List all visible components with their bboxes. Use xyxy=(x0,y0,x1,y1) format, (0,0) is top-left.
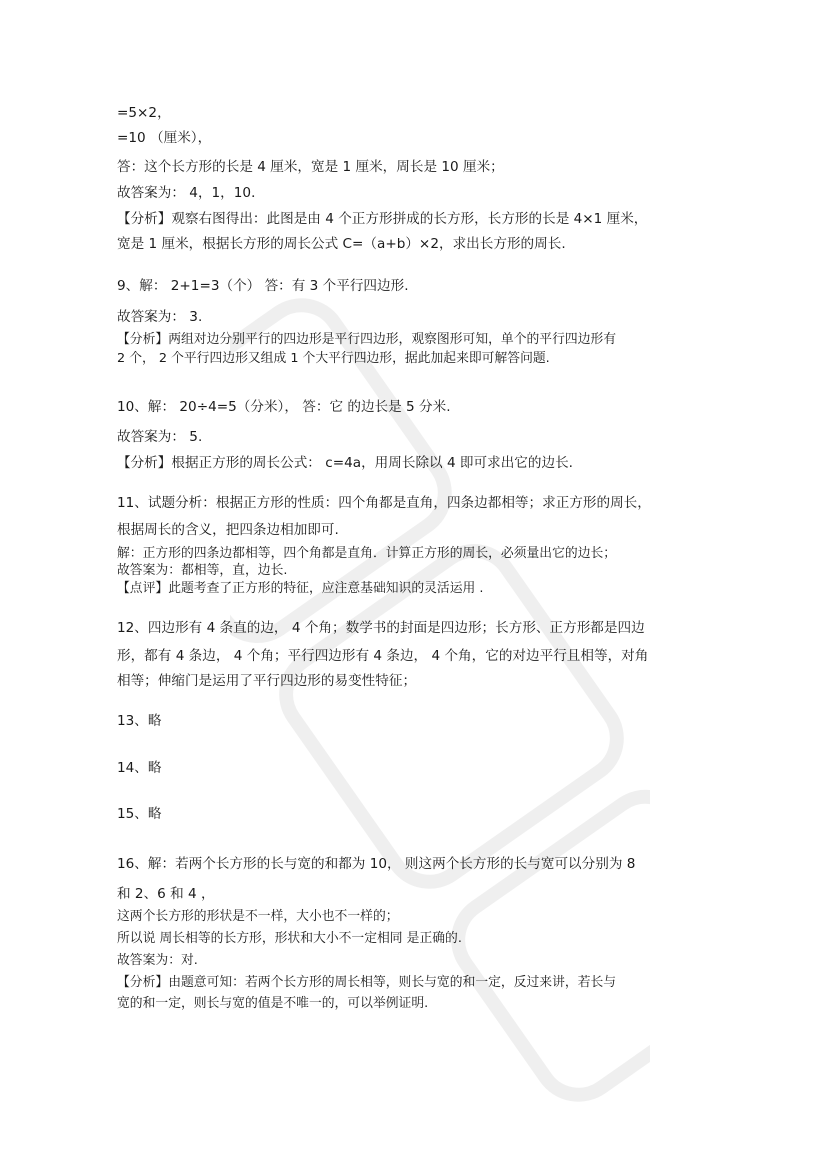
analysis-line: 【分析】两组对边分别平行的四边形是平行四边形，观察图形可知，单个的平行四边形有 xyxy=(117,332,617,347)
watermark-logo xyxy=(230,250,650,1150)
text-line: 相等；伸缩门是运用了平行四边形的易变性特征； xyxy=(117,673,417,689)
text-line: 和 2、6 和 4 ， xyxy=(117,886,215,902)
text-line: 故答案为： 3. xyxy=(117,309,203,325)
text-line: 所以说 周长相等的长方形，形状和大小不一定相同 是正确的. xyxy=(117,931,462,946)
text-line: 故答案为：都相等，直，边长. xyxy=(117,563,288,578)
text-line: 故答案为：对. xyxy=(117,953,198,968)
text-line: =10 （厘米）， xyxy=(117,130,212,146)
text-line: 宽的和一定，则长与宽的值是不唯一的，可以举例证明. xyxy=(117,996,429,1011)
analysis-line: 【分析】观察右图得出：此图是由 4 个正方形拼成的长方形，长方形的长是 4×1 厘米， xyxy=(117,211,648,227)
question-9-answer: 9、解： 2+1=3（个） 答：有 3 个平行四边形. xyxy=(117,278,409,294)
text-line: 故答案为： 5. xyxy=(117,429,203,445)
text-line: 解：正方形的四条边都相等，四个角都是直角．计算正方形的周长，必须量出它的边长； xyxy=(117,546,617,561)
text-line: 宽是 1 厘米，根据长方形的周长公式 C=（a+b）×2，求出长方形的周长. xyxy=(117,236,566,252)
question-10-answer: 10、解： 20÷4=5（分米）， 答：它 的边长是 5 分米. xyxy=(117,399,451,415)
question-11-answer: 11、试题分析：根据正方形的性质：四个角都是直角，四条边都相等；求正方形的周长， xyxy=(117,495,651,511)
text-line: 答：这个长方形的长是 4 厘米，宽是 1 厘米，周长是 10 厘米； xyxy=(117,159,504,175)
analysis-line: 【分析】由题意可知：若两个长方形的周长相等，则长与宽的和一定，反过来讲，若长与 xyxy=(117,975,617,990)
question-15-answer: 15、略 xyxy=(117,806,162,822)
analysis-line: 【分析】根据正方形的周长公式： c=4a，用周长除以 4 即可求出它的边长. xyxy=(117,455,573,471)
question-12-answer: 12、四边形有 4 条直的边， 4 个角；数学书的封面是四边形；长方形、正方形都是四边 xyxy=(117,620,645,636)
text-line: =5×2， xyxy=(117,105,171,121)
text-line: 故答案为： 4，1，10． xyxy=(117,185,265,201)
text-line: 这两个长方形的形状是不一样，大小也不一样的； xyxy=(117,909,399,924)
question-14-answer: 14、略 xyxy=(117,760,162,776)
text-line: 根据周长的含义，把四条边相加即可. xyxy=(117,522,339,538)
question-16-answer: 16、解：若两个长方形的长与宽的和都为 10， 则这两个长方形的长与宽可以分别为 8 xyxy=(117,856,636,872)
text-line: 2 个， 2 个平行四边形又组成 1 个大平行四边形，据此加起来即可解答问题. xyxy=(117,351,550,366)
question-13-answer: 13、略 xyxy=(117,713,162,729)
comment-line: 【点评】此题考查了正方形的特征，应注意基础知识的灵活运用 . xyxy=(117,581,484,596)
text-line: 形，都有 4 条边， 4 个角；平行四边形有 4 条边， 4 个角，它的对边平行且相等，对角 xyxy=(117,648,649,664)
